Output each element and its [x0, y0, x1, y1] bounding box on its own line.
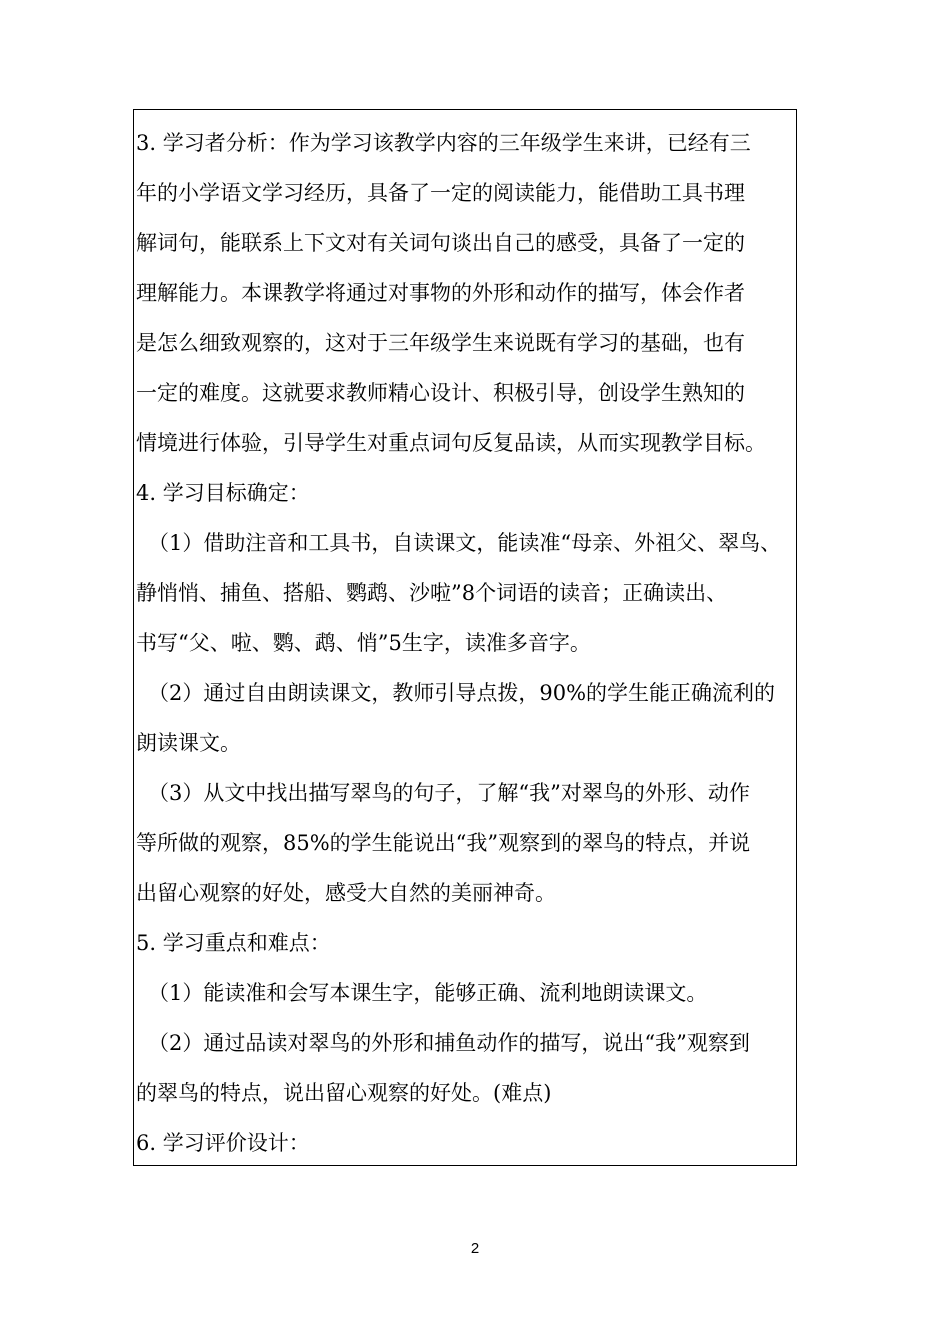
text-line: （2）通过自由朗读课文，教师引导点拨，90%的学生能正确流利的 — [148, 681, 776, 705]
text-line: 的翠鸟的特点，说出留心观察的好处。(难点) — [136, 1081, 552, 1105]
content-table-cell — [133, 109, 797, 1166]
text-line: 3. 学习者分析：作为学习该教学内容的三年级学生来讲，已经有三 — [136, 131, 751, 155]
text-line: 等所做的观察，85%的学生能说出“我”观察到的翠鸟的特点，并说 — [136, 831, 751, 855]
section-heading: 4. 学习目标确定： — [136, 481, 310, 505]
text-line: 书写“父、啦、鹦、鹉、悄”5生字，读准多音字。 — [136, 631, 591, 655]
text-line: （1）能读准和会写本课生字，能够正确、流利地朗读课文。 — [148, 981, 708, 1005]
text-line: （3）从文中找出描写翠鸟的句子，了解“我”对翠鸟的外形、动作 — [148, 781, 750, 805]
page-number: 2 — [470, 1240, 480, 1257]
text-line: 是怎么细致观察的，这对于三年级学生来说既有学习的基础，也有 — [136, 331, 745, 355]
text-line: 出留心观察的好处，感受大自然的美丽神奇。 — [136, 881, 556, 905]
text-line: 朗读课文。 — [136, 731, 241, 755]
text-line: 静悄悄、捕鱼、搭船、鹦鹉、沙啦”8个词语的读音；正确读出、 — [136, 581, 728, 605]
text-line: 理解能力。本课教学将通过对事物的外形和动作的描写，体会作者 — [136, 281, 745, 305]
text-line: 解词句，能联系上下文对有关词句谈出自己的感受，具备了一定的 — [136, 231, 745, 255]
section-heading: 5. 学习重点和难点： — [136, 931, 331, 955]
text-line: （2）通过品读对翠鸟的外形和捕鱼动作的描写，说出“我”观察到 — [148, 1031, 750, 1055]
text-line: 年的小学语文学习经历，具备了一定的阅读能力，能借助工具书理 — [136, 181, 745, 205]
section-heading: 6. 学习评价设计： — [136, 1131, 310, 1155]
text-line: 情境进行体验，引导学生对重点词句反复品读，从而实现教学目标。 — [136, 431, 766, 455]
text-line: 一定的难度。这就要求教师精心设计、积极引导，创设学生熟知的 — [136, 381, 745, 405]
text-line: （1）借助注音和工具书，自读课文，能读准“母亲、外祖父、翠鸟、 — [148, 531, 782, 555]
